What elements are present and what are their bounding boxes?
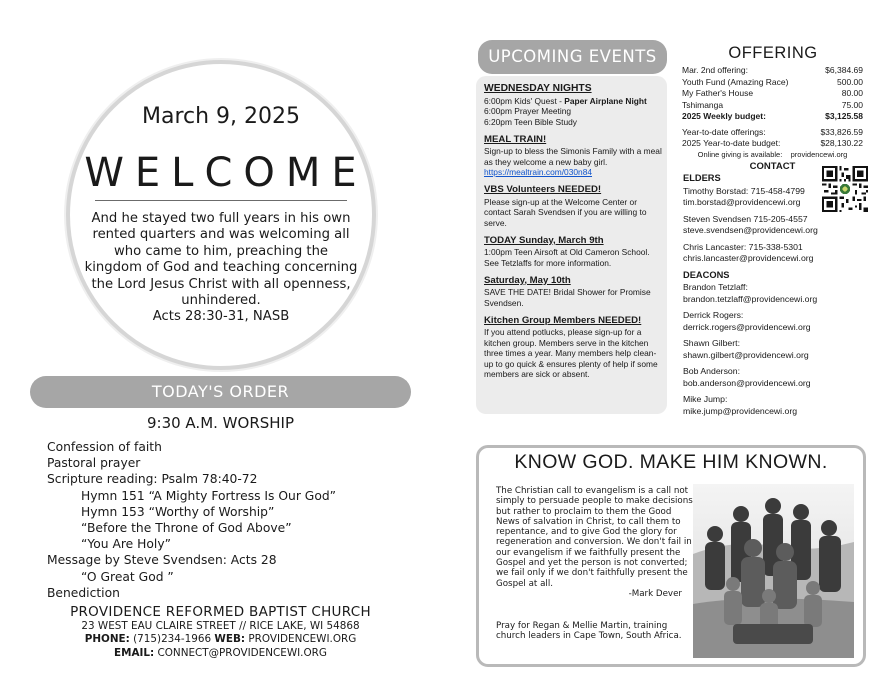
order-item-song: “O Great God ” <box>81 569 174 584</box>
upcoming-events-heading: UPCOMING EVENTS <box>478 40 667 74</box>
email-label: EMAIL: <box>114 646 155 659</box>
prayer-request: Pray for Regan & Mellie Martin, training church leaders in Cape Town, South Africa. <box>496 621 682 642</box>
phone-label: PHONE: <box>84 633 130 646</box>
offering-label: Youth Fund (Amazing Race) <box>682 76 789 87</box>
order-item: Benediction <box>47 585 120 600</box>
order-item-song: “You Are Holy” <box>81 537 171 552</box>
welcome-title: WELCOME <box>84 150 368 196</box>
deacon-contact <box>683 366 863 389</box>
church-phone[interactable]: (715)234-1966 <box>133 633 212 646</box>
family-photo <box>693 484 854 658</box>
deacon-name: Brandon Tetzlaff: <box>683 282 748 292</box>
elder-contact <box>683 214 863 237</box>
quote-attribution: -Mark Dever <box>628 588 682 599</box>
church-email-line <box>30 647 411 660</box>
offering-row <box>682 100 863 112</box>
event-title-vbs: VBS Volunteers NEEDED! <box>484 184 602 195</box>
deacon-contact <box>683 310 863 333</box>
offering-row <box>682 127 863 139</box>
online-giving-label: Online giving is available: <box>697 150 783 159</box>
event-text: Please sign-up at the Welcome Center or contact Sarah Svendsen if you are willing to serve. <box>484 196 647 228</box>
deacon-email[interactable]: derrick.rogers@providencewi.org <box>683 321 811 332</box>
offering-row <box>682 138 863 150</box>
elder-name-phone: Chris Lancaster: 715-338-5301 <box>683 241 803 252</box>
offering-label: 2025 Weekly budget: <box>682 111 766 121</box>
welcome-verse <box>84 211 358 326</box>
deacon-name: Shawn Gilbert: <box>683 338 740 348</box>
offering-value: 75.00 <box>841 99 863 110</box>
deacons-heading: DEACONS <box>683 269 730 280</box>
deacon-contact <box>683 282 863 305</box>
church-name: PROVIDENCE REFORMED BAPTIST CHURCH <box>70 604 371 620</box>
deacon-email[interactable]: brandon.tetzlaff@providencewi.org <box>683 293 818 304</box>
event-line: 6:20pm Teen Bible Study <box>484 116 577 127</box>
deacon-contact <box>683 394 863 417</box>
event-text: 1:00pm Teen Airsoft at Old Cameron School. See Tetzlaffs for more information. <box>484 247 650 268</box>
elder-name-phone: Timothy Borstad: 715-458-4799 <box>683 185 805 196</box>
welcome-divider <box>95 200 347 201</box>
offering-label: Tshimanga <box>682 99 724 110</box>
offering-value: $3,125.58 <box>825 111 863 121</box>
know-god-heading: KNOW GOD. MAKE HIM KNOWN. <box>514 451 828 473</box>
contact-heading: CONTACT <box>749 161 796 172</box>
todays-order-heading: TODAY'S ORDER <box>30 376 411 408</box>
event-line-highlight: Paper Airplane Night <box>564 95 647 106</box>
web-label: WEB: <box>214 633 246 646</box>
order-of-service <box>47 439 336 601</box>
elders-heading: ELDERS <box>683 173 721 183</box>
elder-email[interactable]: chris.lancaster@providencewi.org <box>683 253 814 263</box>
offering-label: 2025 Year-to-date budget: <box>682 138 781 148</box>
elder-name-phone: Steven Svendsen 715-205-4557 <box>683 213 808 224</box>
event-text: If you attend potlucks, please sign-up for a kitchen group. Members serve in the kitchen three times a year. Many members help clean-up to go quick & ensures plenty of help if some members are sick or absent. <box>484 327 658 379</box>
meal-train-link[interactable]: https://mealtrain.com/030n84 <box>484 167 593 177</box>
order-item-hymn: Hymn 153 “Worthy of Worship” <box>81 504 275 519</box>
church-phone-web <box>30 633 411 646</box>
offering-row-weekly-budget <box>682 111 863 123</box>
online-giving-line <box>682 150 863 159</box>
church-info <box>30 604 411 660</box>
order-item-song: “Before the Throne of God Above” <box>81 521 292 536</box>
deacon-email[interactable]: bob.anderson@providencewi.org <box>683 377 811 388</box>
event-line <box>484 96 664 107</box>
contact-list <box>683 173 863 422</box>
elder-email[interactable]: steve.svendsen@providencewi.org <box>683 225 818 235</box>
church-address: 23 WEST EAU CLAIRE STREET // RICE LAKE, WI 54868 <box>81 620 360 632</box>
event-title-meal-train: MEAL TRAIN! <box>484 133 547 145</box>
church-email[interactable]: CONNECT@PROVIDENCEWI.ORG <box>157 646 327 659</box>
online-giving-site[interactable]: providencewi.org <box>790 150 848 159</box>
event-title-saturday: Saturday, May 10th <box>484 274 571 286</box>
deacon-name: Mike Jump: <box>683 394 728 404</box>
welcome-verse-reference: Acts 28:30-31, NASB <box>152 309 290 325</box>
church-website[interactable]: PROVIDENCEWI.ORG <box>248 633 357 646</box>
deacon-name: Bob Anderson: <box>683 366 740 376</box>
event-line: 6:00pm Prayer Meeting <box>484 106 572 116</box>
events-list <box>484 84 664 380</box>
welcome-date: March 9, 2025 <box>141 104 301 129</box>
event-title-kitchen: Kitchen Group Members NEEDED! <box>484 314 642 326</box>
offering-table <box>682 65 863 150</box>
event-text: SAVE THE DATE! Bridal Shower for Promise Svendsen. <box>484 287 651 308</box>
deacon-email[interactable]: mike.jump@providencewi.org <box>683 405 798 416</box>
offering-label: Year-to-date offerings: <box>682 126 766 137</box>
offering-value: 500.00 <box>837 76 863 87</box>
offering-label: My Father's House <box>682 88 754 98</box>
event-title-wednesday: WEDNESDAY NIGHTS <box>484 83 592 94</box>
offering-value: $6,384.69 <box>825 65 863 75</box>
offering-label: Mar. 2nd offering: <box>682 65 748 75</box>
deacon-name: Derrick Rogers: <box>683 310 744 320</box>
event-text: Sign-up to bless the Simonis Family with a meal as they welcome a new baby girl. <box>484 146 662 167</box>
offering-heading: OFFERING <box>728 44 818 62</box>
welcome-verse-text: And he stayed two full years in his own rented quarters and was welcoming all who came to him, preaching the kingdom of God and teaching concerning the Lord Jesus Christ with all openness, unhindered. <box>84 211 358 309</box>
elder-contact <box>683 242 863 265</box>
elder-contact <box>683 186 863 209</box>
offering-value: 80.00 <box>841 88 863 98</box>
offering-value: $33,826.59 <box>820 126 863 137</box>
evangelism-quote <box>496 486 696 599</box>
worship-time: 9:30 A.M. WORSHIP <box>146 414 295 432</box>
order-item: Pastoral prayer <box>47 456 141 471</box>
elder-email[interactable]: tim.borstad@providencewi.org <box>683 197 801 207</box>
event-title-today: TODAY Sunday, March 9th <box>484 234 604 246</box>
order-item-hymn: Hymn 151 “A Mighty Fortress Is Our God” <box>81 488 337 503</box>
quote-text: The Christian call to evangelism is a call not simply to persuade people to make decisions but rather to proclaim to them the Good News of salvation in Christ, to call them to repentance, and to give God the glory for regeneration and conversion. We don't fail in our evangelism if we faithfully present the Gospel and yet the person is not converted; we fail only if we don't faithfully present the Gospel at all. <box>496 486 693 589</box>
order-item: Message by Steve Svendsen: Acts 28 <box>47 553 277 568</box>
offering-row <box>682 77 863 89</box>
deacon-contact <box>683 338 863 361</box>
offering-value: $28,130.22 <box>820 138 863 148</box>
deacon-email[interactable]: shawn.gilbert@providencewi.org <box>683 349 809 360</box>
offering-row <box>682 88 863 100</box>
order-item: Scripture reading: Psalm 78:40-72 <box>47 472 258 487</box>
order-item: Confession of faith <box>47 440 162 454</box>
offering-row <box>682 65 863 77</box>
event-line-text: 6:00pm Kids' Quest - <box>484 95 565 106</box>
